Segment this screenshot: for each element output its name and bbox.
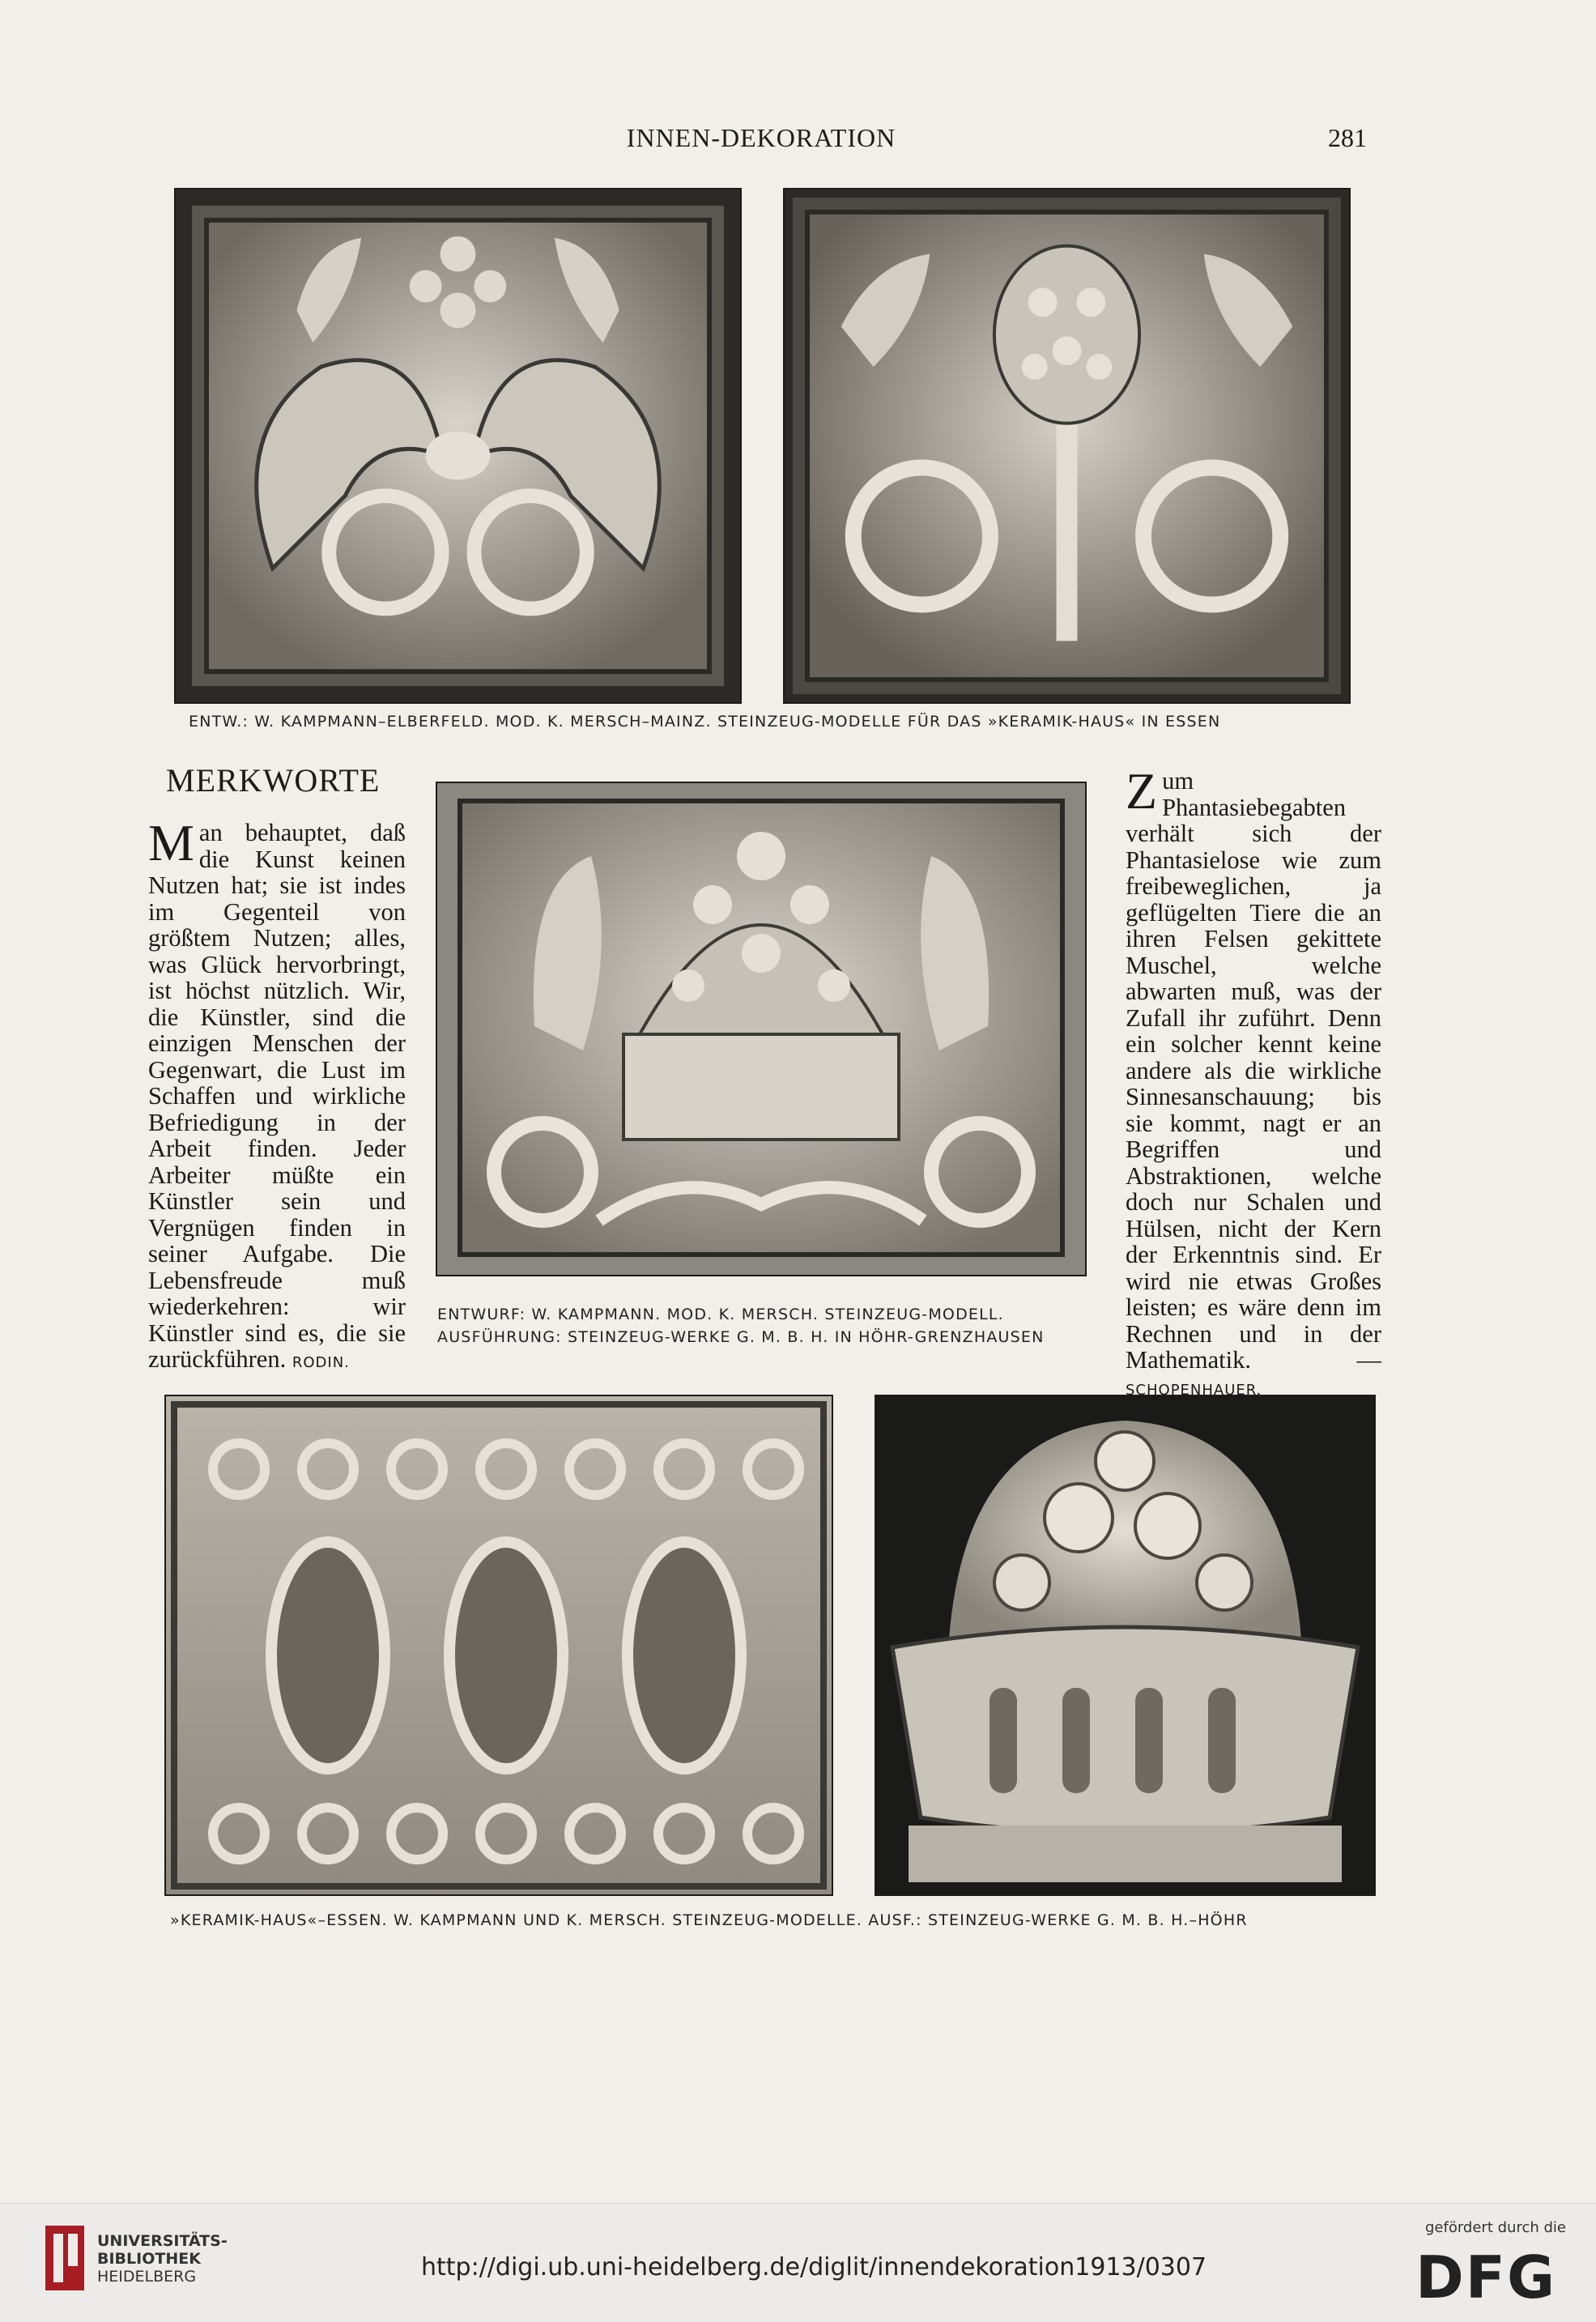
tile-birds-tree-image [785, 190, 1349, 702]
left-attribution: RODIN. [292, 1354, 350, 1371]
university-library-logo-icon [40, 2218, 89, 2299]
running-title: INNEN-DEKORATION [626, 123, 896, 152]
library-line1: UNIVERSITÄTS- [97, 2232, 228, 2250]
caption-top: ENTW.: W. KAMPMANN–ELBERFELD. MOD. K. MERSCH–MAINZ. STEINZEUG-MODELLE FÜR DAS »KERAMIK-HAUS« IN ESSEN [189, 713, 1221, 731]
plate-tile-birds-shells [174, 188, 742, 704]
fruit-basket-sculpture-image [876, 1396, 1374, 1894]
left-text: an behauptet, daß die Kunst keinen Nutzen hat; sie ist indes im Gegenteil von größtem Nutzen; alles, was Glück hervorbringt, ist höchst nützlich. Wir, die Künstler, sind die einzigen Menschen der Gegenwart, die Lust im Schaffen und wirkliche Befriedigung in der Arbeit finden. Jeder Arbeiter müßte ein Künstler sein und Vergnügen finden in seiner Aufgabe. Die Lebensfreude muß wiederkehren: wir Künstler sind es, die sie zurückführen. [148, 819, 406, 1373]
dfg-logo: DFG [1415, 2243, 1557, 2311]
article-right-column [1126, 762, 1381, 1404]
plate-fruit-basket-sculpture [875, 1395, 1376, 1896]
plate-tile-birds-tree [783, 188, 1351, 704]
funding-text: gefördert durch die [1425, 2219, 1566, 2236]
caption-middle-line1: ENTWURF: W. KAMPMANN. MOD. K. MERSCH. STEINZEUG-MODELL. [437, 1306, 1004, 1323]
library-line3: HEIDELBERG [97, 2268, 197, 2286]
caption-bottom: »KERAMIK-HAUS«–ESSEN. W. KAMPMANN UND K. MERSCH. STEINZEUG-MODELLE. AUSF.: STEINZEUG-WERKE G. M. B. H.–HÖHR [170, 1911, 1248, 1929]
document-url-link[interactable]: http://digi.ub.uni-heidelberg.de/diglit/innendekoration1913/0307 [421, 2253, 1207, 2282]
tile-birds-shells-image [176, 190, 740, 702]
right-text: um Phantasiebegabten verhält sich der Phantasielose wie zum freibeweglichen, ja geflügelten Tiere die an ihren Felsen gekittete Muschel, welche abwarten muß, was der Zufall ihr zuführt. Denn ein solcher kennt keine andere als die wirkliche Sinnesanschauung; bis sie kommt, nagt er an Begriffen und Abstraktionen, welche doch nur Schalen und Hülsen, nicht der Kern der Erkenntnis sind. Er wird nie etwas Großes leisten; es wäre denn im Rechnen und in der Mathematik. — [1126, 767, 1381, 1374]
left-dropcap: M [148, 814, 194, 871]
article-heading: MERKWORTE [166, 762, 381, 799]
library-line2: BIBLIOTHEK [97, 2250, 201, 2268]
plate-frieze-tile [164, 1395, 833, 1896]
article-left-column [148, 814, 406, 1377]
right-attribution: SCHOPENHAUER. [1126, 1381, 1262, 1399]
right-dropcap: Z [1126, 762, 1158, 820]
caption-middle-line2: AUSFÜHRUNG: STEINZEUG-WERKE G. M. B. H. IN HÖHR-GRENZHAUSEN [437, 1328, 1045, 1346]
frieze-tile-image [166, 1396, 832, 1894]
plate-tile-birds-basket [436, 782, 1087, 1276]
page-number: 281 [1328, 123, 1367, 152]
tile-birds-basket-image [437, 783, 1085, 1275]
library-name [97, 2232, 228, 2286]
